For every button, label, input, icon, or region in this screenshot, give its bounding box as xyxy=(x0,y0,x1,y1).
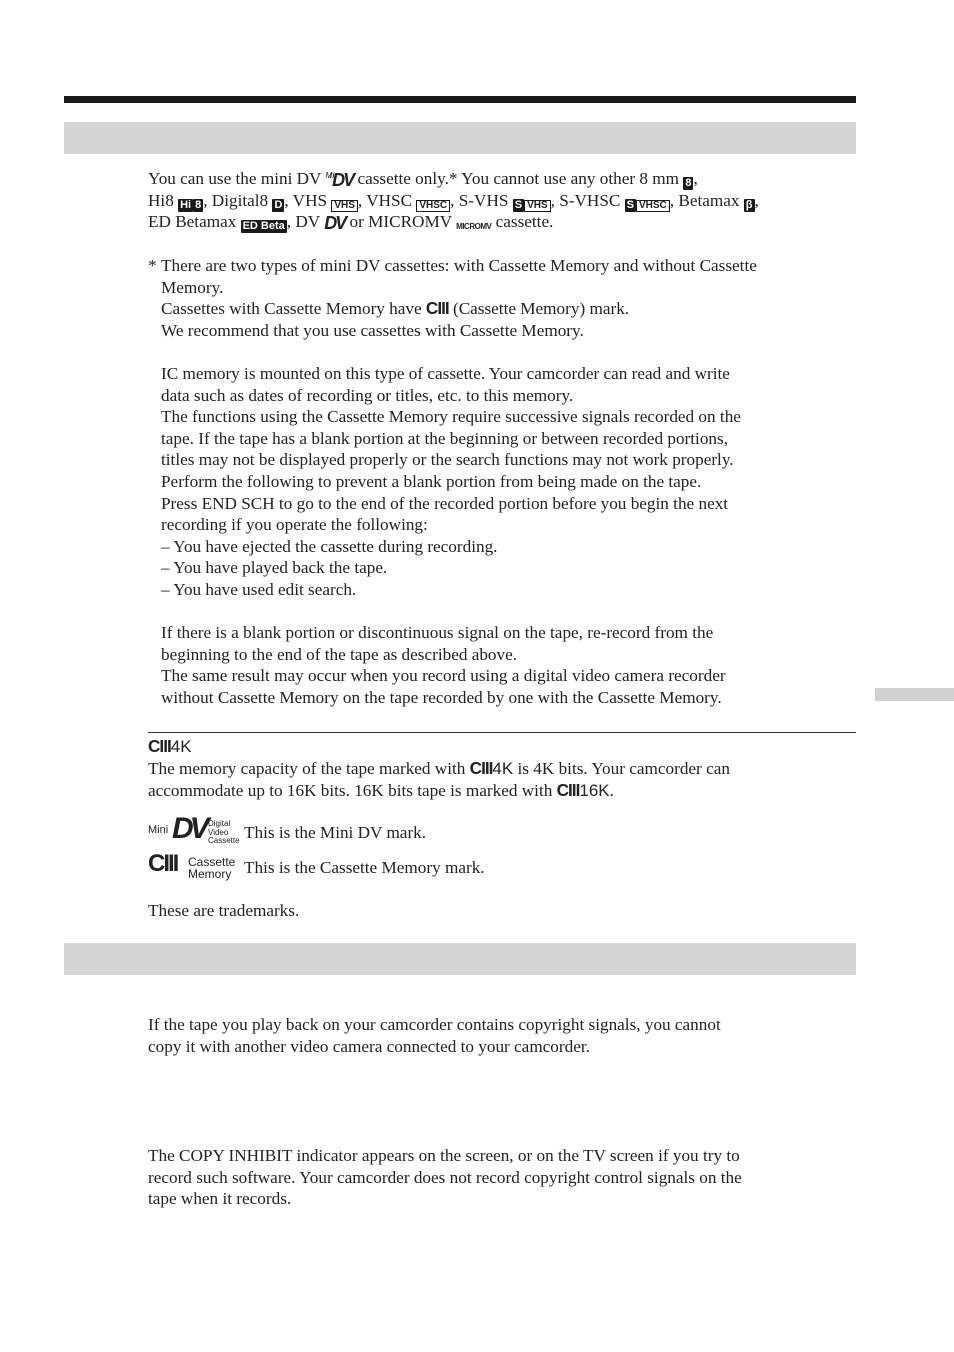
4k-label: 4K xyxy=(492,759,514,778)
cassette-memory-icon: CIII xyxy=(148,736,171,756)
para-line: The COPY INHIBIT indicator appears on the screen, or on the TV screen if you try to xyxy=(148,1146,740,1165)
svhs-icon-s: S xyxy=(514,198,523,211)
logo-side-line: Video xyxy=(208,827,229,837)
note-line: tape. If the tape has a blank portion at the beginning or between recorded portions, xyxy=(161,428,728,448)
text: Cassettes with Cassette Memory have xyxy=(161,299,426,319)
cassette-memory-caption: This is the Cassette Memory mark. xyxy=(244,858,485,877)
section-header-band-1 xyxy=(64,122,856,154)
micromv-icon: MICROMV xyxy=(456,222,492,232)
note-line: If there is a blank portion or discontinuous signal on the tape, re-record from the xyxy=(161,623,714,643)
svhs-icon: VHS xyxy=(524,200,551,212)
para-line: copy it with another video camera connected to your camcorder. xyxy=(148,1036,590,1056)
logo-side-line: Digital xyxy=(208,819,231,828)
para-line: record such software. Your camcorder does not record copyright control signals on the xyxy=(148,1167,742,1187)
text: cassette. xyxy=(491,212,554,232)
note-line: Perform the following to prevent a blank portion from being made on the tape. xyxy=(161,471,702,491)
cassette-memory-icon: CIII xyxy=(469,758,493,778)
note-line: recording if you operate the following: xyxy=(161,515,428,535)
para-line: If the tape you play back on your camcorder contains copyright signals, you cannot xyxy=(148,1015,721,1034)
cassette-memory-icon: CIII xyxy=(556,779,580,800)
text: , VHSC xyxy=(357,190,417,210)
text: , VHS xyxy=(284,190,332,210)
side-thumb-tab xyxy=(875,688,954,701)
text: cassette only.* You cannot use any other 8 mm xyxy=(353,169,684,188)
mark-mini: Mini xyxy=(325,171,333,180)
note-line xyxy=(148,298,858,320)
para-line: tape when it records. xyxy=(148,1189,292,1209)
mini-dv-icon xyxy=(325,171,353,189)
logo-side-text xyxy=(208,820,240,846)
intro-line-3 xyxy=(148,211,858,233)
capacity-paragraph xyxy=(148,758,858,801)
svhsc-icon: VHSC xyxy=(636,200,670,212)
4k-label: 4K xyxy=(170,737,192,756)
note-line: Memory. xyxy=(161,277,224,297)
svhsc-icon-s: S xyxy=(626,198,634,211)
capacity-line-1 xyxy=(148,758,858,780)
vhsc-icon: VHSC xyxy=(416,200,450,212)
footnote xyxy=(148,255,858,708)
logo-side-line: Memory xyxy=(188,867,232,881)
copyright-paragraph-2 xyxy=(148,1145,858,1210)
text: , DV xyxy=(286,212,325,232)
divider-rule xyxy=(148,732,856,733)
logo-side-text xyxy=(188,856,235,880)
logo-side-line: Cassette xyxy=(188,855,236,869)
note-line: beginning to the end of the tape as described above. xyxy=(161,644,518,664)
cassette-memory-logo-icon xyxy=(148,850,240,885)
text: , S-VHS xyxy=(450,190,513,210)
logo-cm: CIII xyxy=(148,850,178,877)
text: or MICROMV xyxy=(345,212,457,232)
top-rule xyxy=(64,96,856,103)
8mm-icon: 8 xyxy=(685,177,692,189)
dv-icon: DV xyxy=(324,213,346,234)
note-line: data such as dates of recording or titles, etc. to this memory. xyxy=(161,385,574,405)
mini-dv-mark-row xyxy=(148,812,648,856)
text: accommodate up to 16K bits. 16K bits tape is marked with xyxy=(148,780,557,800)
note-line: titles may not be displayed properly or the search functions may not work properly. xyxy=(161,450,734,470)
betamax-icon: β xyxy=(745,198,753,211)
text: (Cassette Memory) mark. xyxy=(448,299,630,319)
text: is 4K bits. Your camcorder can xyxy=(513,759,730,778)
capacity-line-2 xyxy=(148,780,858,802)
intro-line-1: You can use the mini DV $^{Mini}$DV cassette only.* You cannot use any other 8 mm 8 , xyxy=(148,169,698,190)
trademarks-note xyxy=(148,900,858,922)
logo-mini: Mini xyxy=(148,824,169,836)
text: ED Betamax xyxy=(148,212,241,232)
text: Hi8 xyxy=(148,190,179,210)
text: You can use the mini DV xyxy=(148,169,326,188)
note-line: The functions using the Cassette Memory require successive signals recorded on the xyxy=(161,407,741,427)
footnote-asterisk: * xyxy=(148,256,157,275)
cassette-memory-icon: CIII xyxy=(425,298,449,319)
ed-betamax-icon: ED Beta xyxy=(242,220,285,233)
digital8-icon: D xyxy=(274,198,283,211)
note-line: – You have used edit search. xyxy=(161,579,357,599)
cm-4k-heading-line xyxy=(148,736,858,758)
note-line: – You have played back the tape. xyxy=(161,558,388,578)
text: . xyxy=(609,780,614,800)
16k-label: 16K xyxy=(579,780,610,800)
text: , S-VHSC xyxy=(550,190,625,210)
note-line: There are two types of mini DV cassettes: with Cassette Memory and without Cassette xyxy=(161,256,757,275)
hi8-icon-b: 8 xyxy=(195,198,202,211)
logo-side-line: Cassette xyxy=(208,836,240,845)
mini-dv-logo-icon xyxy=(148,812,240,850)
copyright-paragraph-1 xyxy=(148,1014,858,1057)
text: The memory capacity of the tape marked with xyxy=(148,759,470,778)
note-line: without Cassette Memory on the tape recorded by one with the Cassette Memory. xyxy=(161,687,722,707)
note-line: We recommend that you use cassettes with Cassette Memory. xyxy=(161,320,584,340)
note-line: Press END SCH to go to the end of the recorded portion before you begin the next xyxy=(161,493,729,513)
cassette-memory-mark-row xyxy=(148,850,648,891)
logo-dv: DV xyxy=(172,812,206,845)
note-line: – You have ejected the cassette during recording. xyxy=(161,536,498,556)
cm-4k-heading xyxy=(148,736,858,758)
text: , Digital8 xyxy=(203,190,273,210)
vhs-icon: VHS xyxy=(331,200,358,212)
intro-line-2: Hi8 Hi 8 , Digital8 D , VHS VHS , VHSC VHSC , S-VHS S VHS , S-VHSC S VHSC , Betamax β , xyxy=(148,190,759,211)
mark-dv: DV xyxy=(332,170,354,190)
text: , Betamax xyxy=(669,190,744,210)
note-line: The same result may occur when you record using a digital video camera recorder xyxy=(161,666,726,686)
mini-dv-caption: This is the Mini DV mark. xyxy=(244,823,427,842)
note-line: IC memory is mounted on this type of cassette. Your camcorder can read and write xyxy=(161,363,730,383)
hi8-icon-a: Hi xyxy=(180,198,192,211)
trademarks-text: These are trademarks. xyxy=(148,901,300,920)
section-header-band-2 xyxy=(64,943,856,975)
intro-paragraph xyxy=(148,168,858,233)
